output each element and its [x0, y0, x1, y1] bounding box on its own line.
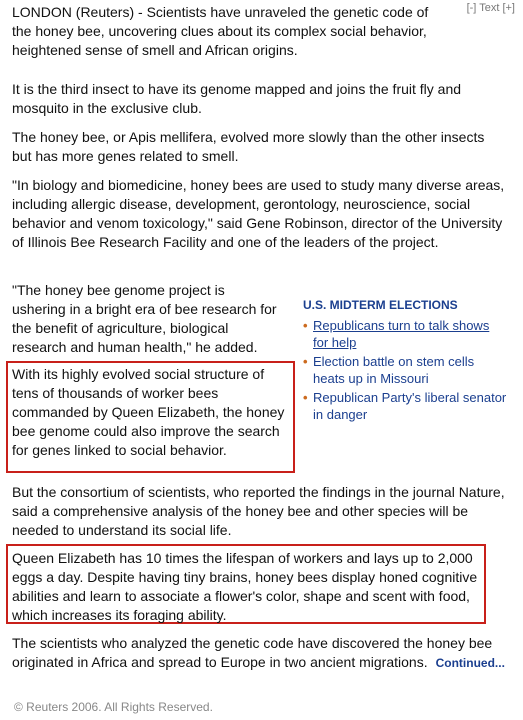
- article-paragraph-9: [12, 634, 507, 673]
- text-size-control: [467, 2, 515, 14]
- sidebar-link-republicans-talk-shows[interactable]: Republicans turn to talk shows for help: [313, 318, 490, 350]
- article-paragraph-8: Queen Elizabeth has 10 times the lifespan of workers and lays up to 2,000 eggs a day. Despite having tiny brains, honey bees display honed cognitive abilities and learn to associate a flower's color, shape and scent with food, which increases its foraging ability.: [12, 550, 478, 623]
- article-paragraph-7: But the consortium of scientists, who reported the findings in the journal Nature, said a comprehensive analysis of the honey bee and other species will be needed to understand its social life.: [12, 484, 505, 538]
- article-paragraph-1: LONDON (Reuters) - Scientists have unraveled the genetic code of the honey bee, uncovering clues about its complex social behavior, heightened sense of smell and African origins.: [12, 4, 429, 58]
- text-size-label: Text: [479, 2, 500, 14]
- bullet-icon: •: [303, 318, 308, 333]
- bullet-icon: •: [303, 390, 308, 405]
- article-paragraph-5: "The honey bee genome project is ushering in a bright era of bee research for the benefit of agriculture, biological research and human health," he added.: [12, 282, 277, 355]
- bullet-icon: •: [303, 354, 308, 369]
- related-news-sidebar: [303, 297, 508, 425]
- article-paragraph-3: The honey bee, or Apis mellifera, evolved more slowly than the other insects but has more genes related to smell.: [12, 129, 485, 164]
- sidebar-item[interactable]: [303, 353, 508, 387]
- text-size-decrease-button[interactable]: [-]: [466, 2, 477, 14]
- sidebar-title: U.S. MIDTERM ELECTIONS: [303, 298, 458, 312]
- sidebar-link-liberal-senator[interactable]: Republican Party's liberal senator in danger: [313, 390, 507, 422]
- sidebar-item[interactable]: [303, 389, 508, 423]
- article-paragraph-6: With its highly evolved social structure of tens of thousands of worker bees commanded by Queen Elizabeth, the honey bee genome could also improve the search for genes linked to social behavior.: [12, 366, 285, 458]
- sidebar-link-stem-cells-missouri[interactable]: Election battle on stem cells heats up in Missouri: [313, 354, 475, 386]
- copyright-footer: © Reuters 2006. All Rights Reserved.: [14, 700, 213, 714]
- continued-link[interactable]: Continued...: [435, 656, 505, 670]
- article-paragraph-9-text: The scientists who analyzed the genetic code have discovered the honey bee originated in Africa and spread to Europe in two ancient migrations.: [12, 635, 493, 670]
- text-size-increase-button[interactable]: [+]: [502, 2, 515, 14]
- article-paragraph-2: It is the third insect to have its genome mapped and joins the fruit fly and mosquito in the exclusive club.: [12, 81, 462, 116]
- article-paragraph-4: "In biology and biomedicine, honey bees are used to study many diverse areas, including allergic disease, development, gerontology, neuroscience, social behavior and venom toxicology," said Gene Robinson, director of the University of Illinois Bee Research Facility and one of the leaders of the project.: [12, 177, 505, 250]
- sidebar-item[interactable]: [303, 317, 508, 351]
